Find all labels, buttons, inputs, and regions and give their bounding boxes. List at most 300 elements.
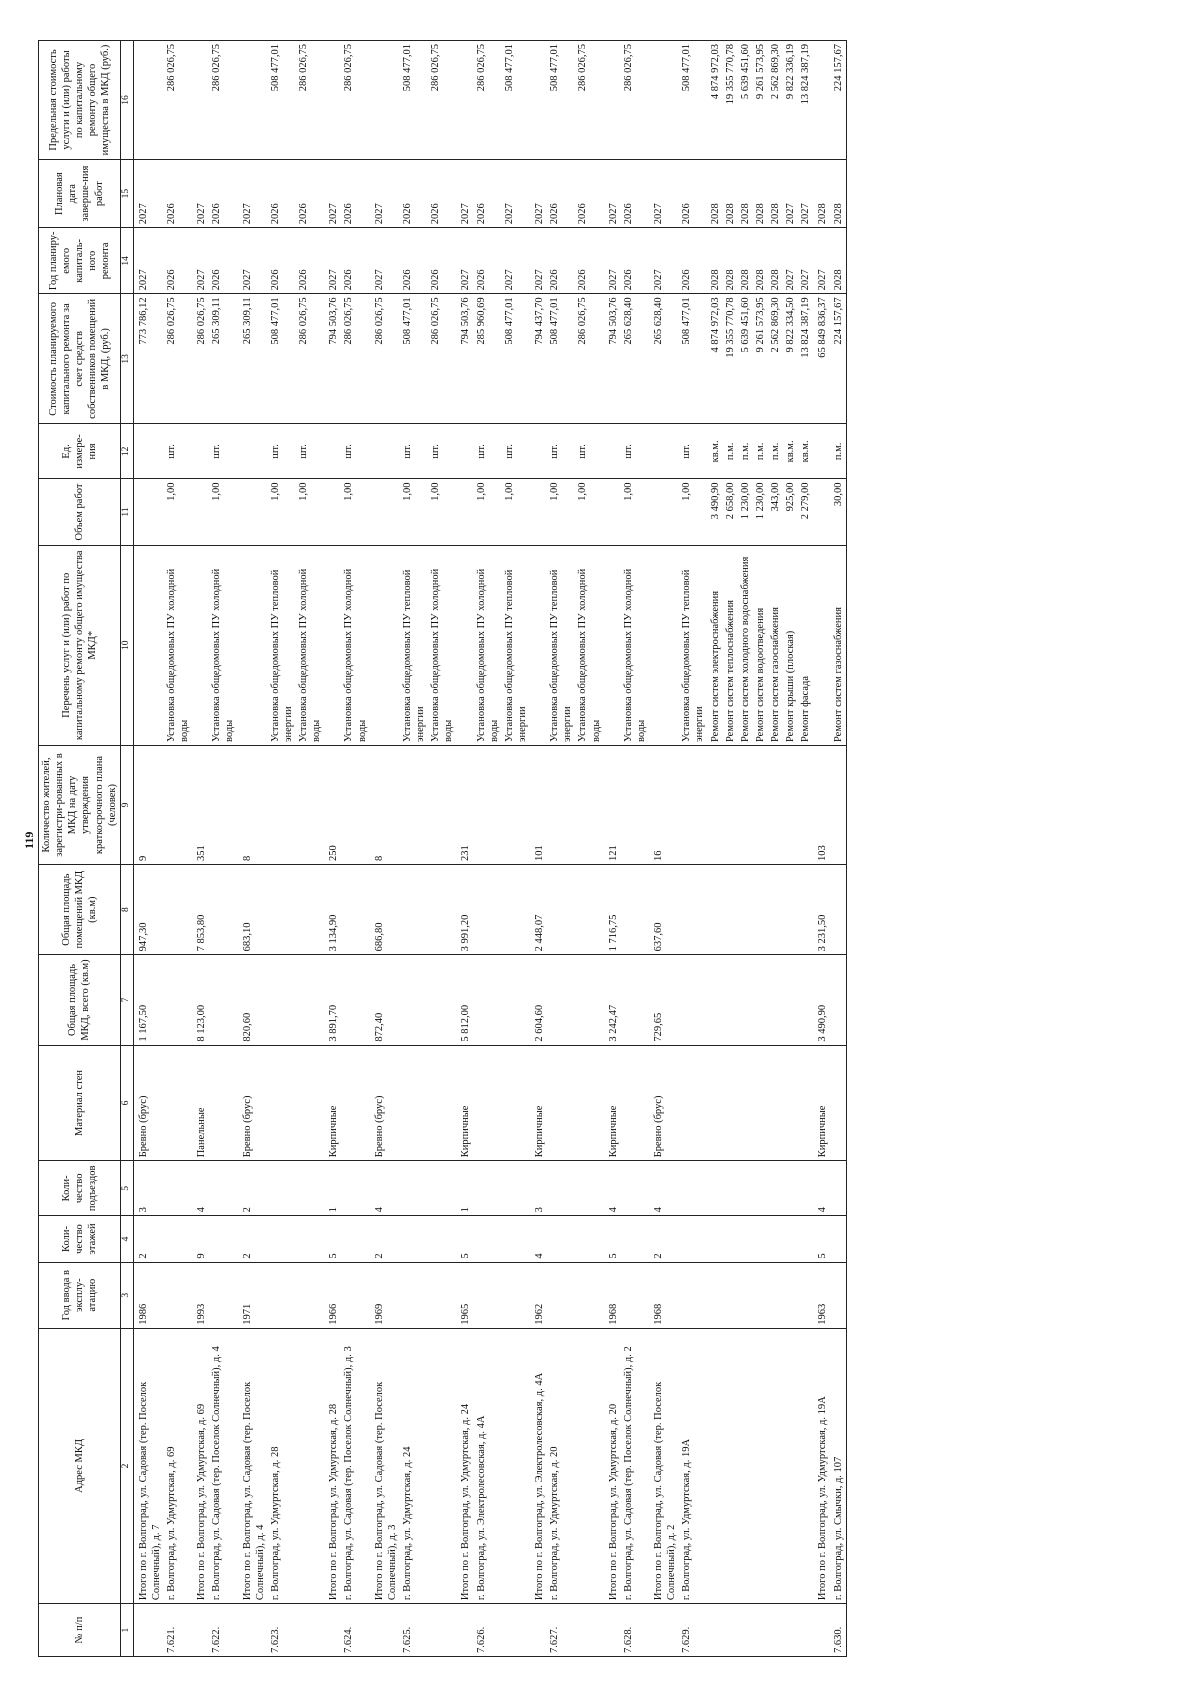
- cell-col-4: [783, 1216, 798, 1262]
- cell-col-13: 286 026,75: [428, 294, 456, 424]
- cell-col-13: 224 157,67: [831, 294, 847, 424]
- column-header-12: Ед. измере-ния: [39, 424, 121, 479]
- cell-col-6: [679, 1045, 707, 1161]
- cell-col-10: Установка общедомовых ПУ холодной воды: [209, 545, 237, 745]
- cell-col-4: [575, 1216, 603, 1262]
- cell-col-8: [502, 864, 530, 954]
- cell-col-13: 794 437,70: [530, 294, 547, 424]
- cell-col-2: [723, 1328, 738, 1603]
- cell-col-9: [783, 746, 798, 865]
- cell-col-11: 1,00: [502, 479, 530, 545]
- cell-col-7: [621, 955, 649, 1045]
- cell-col-15: 2027: [783, 159, 798, 227]
- cell-col-13: 65 849 836,37: [813, 294, 830, 424]
- cell-col-3: 1968: [604, 1262, 621, 1328]
- cell-col-16: [530, 41, 547, 160]
- cell-col-10: Установка общедомовых ПУ холодной воды: [428, 545, 456, 745]
- cell-col-1: 7.623.: [268, 1604, 296, 1657]
- cell-col-12: шт.: [502, 424, 530, 479]
- cell-col-3: 1971: [238, 1262, 268, 1328]
- cell-col-16: 286 026,75: [341, 41, 369, 160]
- cell-col-6: [753, 1045, 768, 1161]
- cell-col-13: 773 786,12: [133, 294, 164, 424]
- cell-col-5: [783, 1161, 798, 1216]
- cell-col-5: [341, 1161, 369, 1216]
- cell-col-7: 872,40: [370, 955, 400, 1045]
- cell-col-8: [474, 864, 502, 954]
- cell-col-3: 1965: [456, 1262, 473, 1328]
- cell-col-13: 508 477,01: [400, 294, 428, 424]
- cell-col-5: [547, 1161, 575, 1216]
- cell-col-9: [679, 746, 707, 865]
- cell-col-7: [268, 955, 296, 1045]
- cell-col-14: 2028: [831, 228, 847, 294]
- cell-col-13: 19 355 770,78: [723, 294, 738, 424]
- cell-col-12: [370, 424, 400, 479]
- cell-col-15: 2027: [238, 159, 268, 227]
- cell-col-2: [502, 1328, 530, 1603]
- cell-col-11: 3 490,90: [708, 479, 723, 545]
- cell-col-2: Итого по г. Волгоград, ул. Электролесовская, д. 4А: [530, 1328, 547, 1603]
- cell-col-3: 1986: [133, 1262, 164, 1328]
- cell-col-3: [400, 1262, 428, 1328]
- table-row: [723, 41, 738, 1657]
- cell-col-12: кв.м.: [798, 424, 813, 479]
- cell-col-11: 1,00: [268, 479, 296, 545]
- cell-col-16: 286 026,75: [428, 41, 456, 160]
- cell-col-12: [604, 424, 621, 479]
- table-row: [502, 41, 530, 1657]
- cell-col-12: кв.м.: [708, 424, 723, 479]
- cell-col-11: [324, 479, 341, 545]
- cell-col-5: [768, 1161, 783, 1216]
- cell-col-1: [296, 1604, 324, 1657]
- cell-col-10: Установка общедомовых ПУ холодной воды: [474, 545, 502, 745]
- cell-col-3: [209, 1262, 237, 1328]
- cell-col-1: [708, 1604, 723, 1657]
- cell-col-12: [530, 424, 547, 479]
- cell-col-9: 250: [324, 746, 341, 865]
- cell-col-2: г. Волгоград, ул. Садовая (тер. Поселок Солнечный), д. 2: [621, 1328, 649, 1603]
- cell-col-9: 16: [649, 746, 679, 865]
- cell-col-5: [831, 1161, 847, 1216]
- cell-col-10: Установка общедомовых ПУ тепловой энергии: [268, 545, 296, 745]
- cell-col-10: [604, 545, 621, 745]
- cell-col-4: 2: [370, 1216, 400, 1262]
- cell-col-1: [428, 1604, 456, 1657]
- table-row: [753, 41, 768, 1657]
- cell-col-12: [133, 424, 164, 479]
- cell-col-14: 2026: [428, 228, 456, 294]
- cell-col-8: 947,30: [133, 864, 164, 954]
- cell-col-3: [679, 1262, 707, 1328]
- cell-col-3: [296, 1262, 324, 1328]
- cell-col-6: [474, 1045, 502, 1161]
- cell-col-3: 1966: [324, 1262, 341, 1328]
- cell-col-16: [370, 41, 400, 160]
- cell-col-7: [783, 955, 798, 1045]
- cell-col-12: п.м.: [723, 424, 738, 479]
- cell-col-3: [708, 1262, 723, 1328]
- cell-col-1: [530, 1604, 547, 1657]
- cell-col-10: [238, 545, 268, 745]
- cell-col-1: 7.625.: [400, 1604, 428, 1657]
- table-row: [575, 41, 603, 1657]
- table-row-total: [370, 41, 400, 1657]
- cell-col-6: [164, 1045, 192, 1161]
- cell-col-4: 5: [813, 1216, 830, 1262]
- cell-col-5: [708, 1161, 723, 1216]
- cell-col-15: 2028: [708, 159, 723, 227]
- cell-col-8: [738, 864, 753, 954]
- cell-col-14: 2026: [341, 228, 369, 294]
- cell-col-6: [209, 1045, 237, 1161]
- cell-col-2: г. Волгоград, ул. Электролесовская, д. 4А: [474, 1328, 502, 1603]
- cell-col-6: Бревно (брус): [133, 1045, 164, 1161]
- column-number-10: 10: [120, 545, 133, 745]
- cell-col-12: шт.: [400, 424, 428, 479]
- cell-col-13: 2 562 869,30: [768, 294, 783, 424]
- cell-col-11: 1,00: [209, 479, 237, 545]
- cell-col-5: [738, 1161, 753, 1216]
- cell-col-14: 2027: [192, 228, 209, 294]
- cell-col-3: [502, 1262, 530, 1328]
- cell-col-15: 2027: [649, 159, 679, 227]
- cell-col-10: Установка общедомовых ПУ тепловой энергии: [679, 545, 707, 745]
- cell-col-13: 286 026,75: [575, 294, 603, 424]
- cell-col-9: 103: [813, 746, 830, 865]
- cell-col-3: [831, 1262, 847, 1328]
- cell-col-8: 7 853,80: [192, 864, 209, 954]
- cell-col-15: 2028: [813, 159, 830, 227]
- cell-col-2: [575, 1328, 603, 1603]
- cell-col-2: Итого по г. Волгоград, ул. Удмуртская, д. 20: [604, 1328, 621, 1603]
- column-number-13: 13: [120, 294, 133, 424]
- cell-col-5: [209, 1161, 237, 1216]
- cell-col-16: 286 026,75: [209, 41, 237, 160]
- cell-col-1: [783, 1604, 798, 1657]
- cell-col-2: г. Волгоград, ул. Садовая (тер. Поселок Солнечный), д. 4: [209, 1328, 237, 1603]
- cell-col-15: 2027: [604, 159, 621, 227]
- cell-col-10: Ремонт систем газоснабжения: [768, 545, 783, 745]
- cell-col-14: 2027: [604, 228, 621, 294]
- cell-col-4: [547, 1216, 575, 1262]
- cell-col-8: 1 716,75: [604, 864, 621, 954]
- cell-col-5: 4: [370, 1161, 400, 1216]
- cell-col-14: 2027: [456, 228, 473, 294]
- cell-col-15: 2028: [768, 159, 783, 227]
- cell-col-12: шт.: [679, 424, 707, 479]
- cell-col-1: [502, 1604, 530, 1657]
- cell-col-16: 19 355 770,78: [723, 41, 738, 160]
- table-row-total: [324, 41, 341, 1657]
- cell-col-14: 2028: [768, 228, 783, 294]
- cell-col-16: 286 026,75: [575, 41, 603, 160]
- cell-col-10: Ремонт систем газоснабжения: [831, 545, 847, 745]
- cell-col-9: 231: [456, 746, 473, 865]
- cell-col-9: 351: [192, 746, 209, 865]
- cell-col-15: 2026: [621, 159, 649, 227]
- table-row: [209, 41, 237, 1657]
- cell-col-6: [575, 1045, 603, 1161]
- column-number-16: 16: [120, 41, 133, 160]
- cell-col-10: [530, 545, 547, 745]
- cell-col-2: [783, 1328, 798, 1603]
- cell-col-14: 2026: [164, 228, 192, 294]
- cell-col-9: 121: [604, 746, 621, 865]
- cell-col-4: [753, 1216, 768, 1262]
- cell-col-11: [456, 479, 473, 545]
- cell-col-1: [768, 1604, 783, 1657]
- cell-col-9: 9: [133, 746, 164, 865]
- table-row-total: [604, 41, 621, 1657]
- cell-col-2: г. Волгоград, ул. Удмуртская, д. 28: [268, 1328, 296, 1603]
- table-row: [474, 41, 502, 1657]
- cell-col-7: [798, 955, 813, 1045]
- cell-col-11: [813, 479, 830, 545]
- cell-col-1: 7.621.: [164, 1604, 192, 1657]
- table-row: [428, 41, 456, 1657]
- cell-col-11: 1,00: [679, 479, 707, 545]
- cell-col-6: [400, 1045, 428, 1161]
- cell-col-4: [831, 1216, 847, 1262]
- cell-col-12: шт.: [268, 424, 296, 479]
- cell-col-2: Итого по г. Волгоград, ул. Садовая (тер. Поселок Солнечный), д. 3: [370, 1328, 400, 1603]
- cell-col-12: [324, 424, 341, 479]
- cell-col-12: шт.: [474, 424, 502, 479]
- column-number-5: 5: [120, 1161, 133, 1216]
- cell-col-6: [738, 1045, 753, 1161]
- cell-col-6: Бревно (брус): [238, 1045, 268, 1161]
- cell-col-13: 285 960,69: [474, 294, 502, 424]
- cell-col-2: [768, 1328, 783, 1603]
- cell-col-6: Кирпичные: [604, 1045, 621, 1161]
- cell-col-4: [268, 1216, 296, 1262]
- cell-col-5: [502, 1161, 530, 1216]
- cell-col-5: 4: [649, 1161, 679, 1216]
- table-row: [268, 41, 296, 1657]
- cell-col-1: [604, 1604, 621, 1657]
- cell-col-8: 686,80: [370, 864, 400, 954]
- cell-col-16: [192, 41, 209, 160]
- cell-col-3: [428, 1262, 456, 1328]
- cell-col-11: 1,00: [428, 479, 456, 545]
- cell-col-15: 2027: [192, 159, 209, 227]
- cell-col-4: [502, 1216, 530, 1262]
- cell-col-15: 2027: [370, 159, 400, 227]
- cell-col-7: [428, 955, 456, 1045]
- cell-col-13: 265 309,11: [209, 294, 237, 424]
- table-row: [296, 41, 324, 1657]
- cell-col-2: г. Волгоград, ул. Садовая (тер. Поселок Солнечный), д. 3: [341, 1328, 369, 1603]
- cell-col-5: [723, 1161, 738, 1216]
- repair-plan-table: [38, 40, 847, 1657]
- cell-col-11: 343,00: [768, 479, 783, 545]
- cell-col-6: Кирпичные: [324, 1045, 341, 1161]
- cell-col-6: [768, 1045, 783, 1161]
- cell-col-1: 7.630.: [831, 1604, 847, 1657]
- cell-col-6: Кирпичные: [530, 1045, 547, 1161]
- cell-col-4: [296, 1216, 324, 1262]
- cell-col-1: [324, 1604, 341, 1657]
- table-row-total: [238, 41, 268, 1657]
- cell-col-15: 2027: [502, 159, 530, 227]
- cell-col-7: [575, 955, 603, 1045]
- cell-col-10: Установка общедомовых ПУ тепловой энергии: [400, 545, 428, 745]
- cell-col-15: 2026: [341, 159, 369, 227]
- cell-col-3: [621, 1262, 649, 1328]
- cell-col-13: 286 026,75: [296, 294, 324, 424]
- cell-col-10: Ремонт систем водоотведения: [753, 545, 768, 745]
- cell-col-3: 1969: [370, 1262, 400, 1328]
- cell-col-1: 7.628.: [621, 1604, 649, 1657]
- cell-col-9: [738, 746, 753, 865]
- cell-col-15: 2026: [679, 159, 707, 227]
- cell-col-8: [798, 864, 813, 954]
- cell-col-2: г. Волгоград, ул. Удмуртская, д. 24: [400, 1328, 428, 1603]
- cell-col-1: [575, 1604, 603, 1657]
- column-number-8: 8: [120, 864, 133, 954]
- column-header-3: Год ввода в эксплу-атацию: [39, 1262, 121, 1328]
- cell-col-12: шт.: [341, 424, 369, 479]
- cell-col-11: 2 658,00: [723, 479, 738, 545]
- cell-col-9: 8: [238, 746, 268, 865]
- cell-col-16: [604, 41, 621, 160]
- cell-col-15: 2027: [798, 159, 813, 227]
- cell-col-16: 286 026,75: [621, 41, 649, 160]
- cell-col-3: 1993: [192, 1262, 209, 1328]
- cell-col-2: [753, 1328, 768, 1603]
- cell-col-8: [341, 864, 369, 954]
- cell-col-3: [753, 1262, 768, 1328]
- cell-col-16: 508 477,01: [547, 41, 575, 160]
- cell-col-13: 13 824 387,19: [798, 294, 813, 424]
- column-header-6: Материал стен: [39, 1045, 121, 1161]
- cell-col-14: 2026: [209, 228, 237, 294]
- cell-col-5: 4: [604, 1161, 621, 1216]
- cell-col-1: [238, 1604, 268, 1657]
- cell-col-11: [604, 479, 621, 545]
- cell-col-2: [708, 1328, 723, 1603]
- cell-col-1: [753, 1604, 768, 1657]
- cell-col-8: [547, 864, 575, 954]
- column-number-15: 15: [120, 159, 133, 227]
- cell-col-2: [798, 1328, 813, 1603]
- cell-col-10: [370, 545, 400, 745]
- cell-col-13: 286 026,75: [192, 294, 209, 424]
- cell-col-12: [649, 424, 679, 479]
- cell-col-4: 2: [238, 1216, 268, 1262]
- cell-col-6: [723, 1045, 738, 1161]
- column-header-2: Адрес МКД: [39, 1328, 121, 1603]
- cell-col-3: [474, 1262, 502, 1328]
- cell-col-16: 508 477,01: [268, 41, 296, 160]
- cell-col-12: п.м.: [831, 424, 847, 479]
- cell-col-1: 7.629.: [679, 1604, 707, 1657]
- cell-col-9: [268, 746, 296, 865]
- cell-col-8: 3 134,90: [324, 864, 341, 954]
- cell-col-6: [502, 1045, 530, 1161]
- cell-col-13: 508 477,01: [547, 294, 575, 424]
- cell-col-16: 2 562 869,30: [768, 41, 783, 160]
- cell-col-9: [547, 746, 575, 865]
- cell-col-7: 1 167,50: [133, 955, 164, 1045]
- cell-col-1: 7.624.: [341, 1604, 369, 1657]
- cell-col-6: [783, 1045, 798, 1161]
- table-row-total: [192, 41, 209, 1657]
- cell-col-15: 2027: [133, 159, 164, 227]
- cell-col-2: Итого по г. Волгоград, ул. Удмуртская, д. 19А: [813, 1328, 830, 1603]
- cell-col-1: [813, 1604, 830, 1657]
- cell-col-9: [400, 746, 428, 865]
- cell-col-1: [738, 1604, 753, 1657]
- cell-col-3: [723, 1262, 738, 1328]
- cell-col-7: 2 604,60: [530, 955, 547, 1045]
- cell-col-16: 9 261 573,95: [753, 41, 768, 160]
- cell-col-12: [813, 424, 830, 479]
- cell-col-11: [133, 479, 164, 545]
- cell-col-7: 820,60: [238, 955, 268, 1045]
- header-row: [39, 41, 121, 1657]
- cell-col-7: 729,65: [649, 955, 679, 1045]
- cell-col-11: 1,00: [575, 479, 603, 545]
- cell-col-14: 2026: [400, 228, 428, 294]
- cell-col-16: [813, 41, 830, 160]
- cell-col-3: [575, 1262, 603, 1328]
- cell-col-12: шт.: [164, 424, 192, 479]
- cell-col-9: [753, 746, 768, 865]
- cell-col-2: [296, 1328, 324, 1603]
- cell-col-7: 3 242,47: [604, 955, 621, 1045]
- cell-col-13: 265 628,40: [649, 294, 679, 424]
- column-number-11: 11: [120, 479, 133, 545]
- cell-col-1: [723, 1604, 738, 1657]
- column-header-9: Количество жителей, зарегистри-рованных в МКД на дату утверждения краткосрочного плана (человек): [39, 746, 121, 865]
- cell-col-5: 2: [238, 1161, 268, 1216]
- cell-col-14: 2028: [723, 228, 738, 294]
- cell-col-14: 2028: [738, 228, 753, 294]
- cell-col-6: [296, 1045, 324, 1161]
- cell-col-8: 2 448,07: [530, 864, 547, 954]
- cell-col-4: [428, 1216, 456, 1262]
- cell-col-16: 286 026,75: [164, 41, 192, 160]
- cell-col-16: [456, 41, 473, 160]
- cell-col-4: [341, 1216, 369, 1262]
- cell-col-7: [209, 955, 237, 1045]
- cell-col-4: [400, 1216, 428, 1262]
- table-row-total: [813, 41, 830, 1657]
- cell-col-6: Бревно (брус): [649, 1045, 679, 1161]
- cell-col-4: 2: [133, 1216, 164, 1262]
- column-number-3: 3: [120, 1262, 133, 1328]
- cell-col-5: 3: [530, 1161, 547, 1216]
- column-header-10: Перечень услуг и (или) работ по капитальному ремонту общего имущества МКД*: [39, 545, 121, 745]
- cell-col-10: Установка общедомовых ПУ холодной воды: [575, 545, 603, 745]
- cell-col-10: Установка общедомовых ПУ холодной воды: [621, 545, 649, 745]
- column-header-16: Предельная стоимость услуги и (или) работы по капитальному ремонту общего имущества в МКД (руб.): [39, 41, 121, 160]
- cell-col-6: Панельные: [192, 1045, 209, 1161]
- cell-col-10: Установка общедомовых ПУ холодной воды: [341, 545, 369, 745]
- cell-col-16: 508 477,01: [502, 41, 530, 160]
- cell-col-12: шт.: [209, 424, 237, 479]
- cell-col-11: 1,00: [400, 479, 428, 545]
- cell-col-9: [708, 746, 723, 865]
- cell-col-6: Кирпичные: [813, 1045, 830, 1161]
- cell-col-8: [621, 864, 649, 954]
- table-header: [39, 41, 134, 1657]
- cell-col-2: Итого по г. Волгоград, ул. Удмуртская, д. 24: [456, 1328, 473, 1603]
- cell-col-7: [753, 955, 768, 1045]
